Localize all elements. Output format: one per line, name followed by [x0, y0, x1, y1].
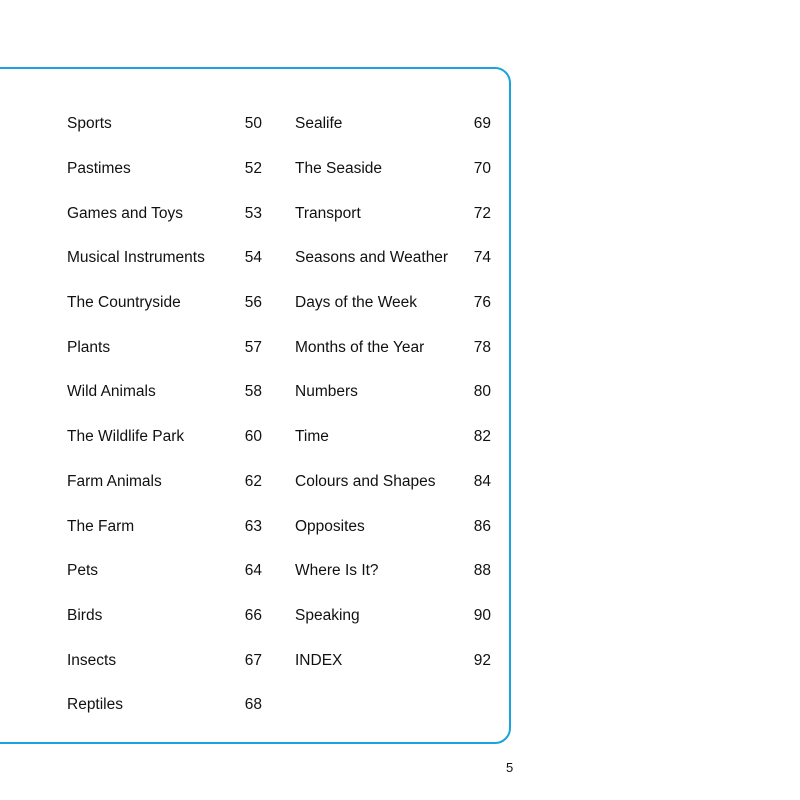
entry-title: Pets: [67, 562, 99, 580]
entry-page-number: 68: [244, 696, 262, 714]
entry-title: Sports: [67, 115, 112, 133]
contents-entry[interactable]: [295, 370, 491, 415]
entry-title: Where Is It?: [295, 562, 379, 580]
entry-page-number: 57: [244, 338, 262, 356]
entry-title: Insects: [67, 651, 117, 669]
entry-title: INDEX: [295, 651, 343, 669]
entry-title: The Farm: [67, 517, 135, 535]
entry-title: Games and Toys: [67, 204, 184, 222]
contents-entry[interactable]: [67, 549, 262, 594]
contents-entry[interactable]: [295, 147, 491, 192]
entry-page-number: 72: [473, 204, 491, 222]
contents-entry[interactable]: [67, 638, 262, 683]
entry-page-number: 60: [244, 428, 262, 446]
entry-page-number: 52: [244, 160, 262, 178]
contents-entry[interactable]: [67, 594, 262, 639]
entry-title: Reptiles: [67, 696, 123, 714]
contents-entry[interactable]: [67, 102, 262, 147]
entry-title: Numbers: [295, 383, 358, 401]
contents-entry[interactable]: [295, 281, 491, 326]
contents-entry[interactable]: [67, 281, 262, 326]
entry-title: Months of the Year: [295, 338, 425, 356]
entry-title: Time: [295, 428, 329, 446]
entry-page-number: 63: [244, 517, 262, 535]
entry-page-number: 64: [244, 562, 262, 580]
contents-entry[interactable]: [67, 415, 262, 460]
entry-page-number: 50: [244, 115, 262, 133]
entry-title: Pastimes: [67, 160, 131, 178]
entry-page-number: 80: [473, 383, 491, 401]
contents-entry[interactable]: [295, 594, 491, 639]
entry-page-number: 54: [244, 249, 262, 267]
page-number: 5: [506, 760, 514, 775]
entry-page-number: 67: [244, 651, 262, 669]
entry-page-number: 86: [473, 517, 491, 535]
entry-page-number: 74: [473, 249, 491, 267]
contents-entry[interactable]: [67, 325, 262, 370]
entry-page-number: 56: [244, 294, 262, 312]
entry-title: Colours and Shapes: [295, 472, 436, 490]
entry-page-number: 90: [473, 606, 491, 624]
entry-page-number: 82: [473, 428, 491, 446]
entry-page-number: 62: [244, 472, 262, 490]
entry-title: The Wildlife Park: [67, 428, 185, 446]
entry-page-number: 84: [473, 472, 491, 490]
contents-entry[interactable]: [295, 191, 491, 236]
contents-entry[interactable]: [67, 236, 262, 281]
contents-entry[interactable]: [67, 370, 262, 415]
contents-entry[interactable]: [67, 683, 262, 728]
entry-title: Days of the Week: [295, 294, 418, 312]
entry-title: The Seaside: [295, 160, 383, 178]
contents-entry[interactable]: [295, 549, 491, 594]
entry-page-number: 58: [244, 383, 262, 401]
entry-page-number: 78: [473, 338, 491, 356]
contents-entry[interactable]: [295, 415, 491, 460]
contents-entry[interactable]: [295, 236, 491, 281]
entry-title: Transport: [295, 204, 361, 222]
entry-page-number: 66: [244, 606, 262, 624]
entry-title: Musical Instruments: [67, 249, 205, 267]
entry-page-number: 92: [473, 651, 491, 669]
contents-entry[interactable]: [295, 325, 491, 370]
contents-column-right: [295, 102, 491, 683]
contents-entry[interactable]: [295, 504, 491, 549]
entry-page-number: 69: [473, 115, 491, 133]
entry-title: Sealife: [295, 115, 343, 133]
entry-title: The Countryside: [67, 294, 181, 312]
contents-entry[interactable]: [67, 504, 262, 549]
contents-entry[interactable]: [295, 638, 491, 683]
contents-column-left: [67, 102, 262, 728]
entry-page-number: 76: [473, 294, 491, 312]
contents-entry[interactable]: [67, 460, 262, 505]
entry-title: Speaking: [295, 606, 360, 624]
contents-entry[interactable]: [67, 191, 262, 236]
contents-entry[interactable]: [67, 147, 262, 192]
entry-page-number: 53: [244, 204, 262, 222]
entry-title: Plants: [67, 338, 111, 356]
entry-title: Birds: [67, 606, 103, 624]
entry-title: Seasons and Weather: [295, 249, 449, 267]
contents-entry[interactable]: [295, 460, 491, 505]
contents-entry[interactable]: [295, 102, 491, 147]
entry-title: Wild Animals: [67, 383, 156, 401]
entry-page-number: 70: [473, 160, 491, 178]
entry-title: Opposites: [295, 517, 365, 535]
entry-page-number: 88: [473, 562, 491, 580]
entry-title: Farm Animals: [67, 472, 162, 490]
